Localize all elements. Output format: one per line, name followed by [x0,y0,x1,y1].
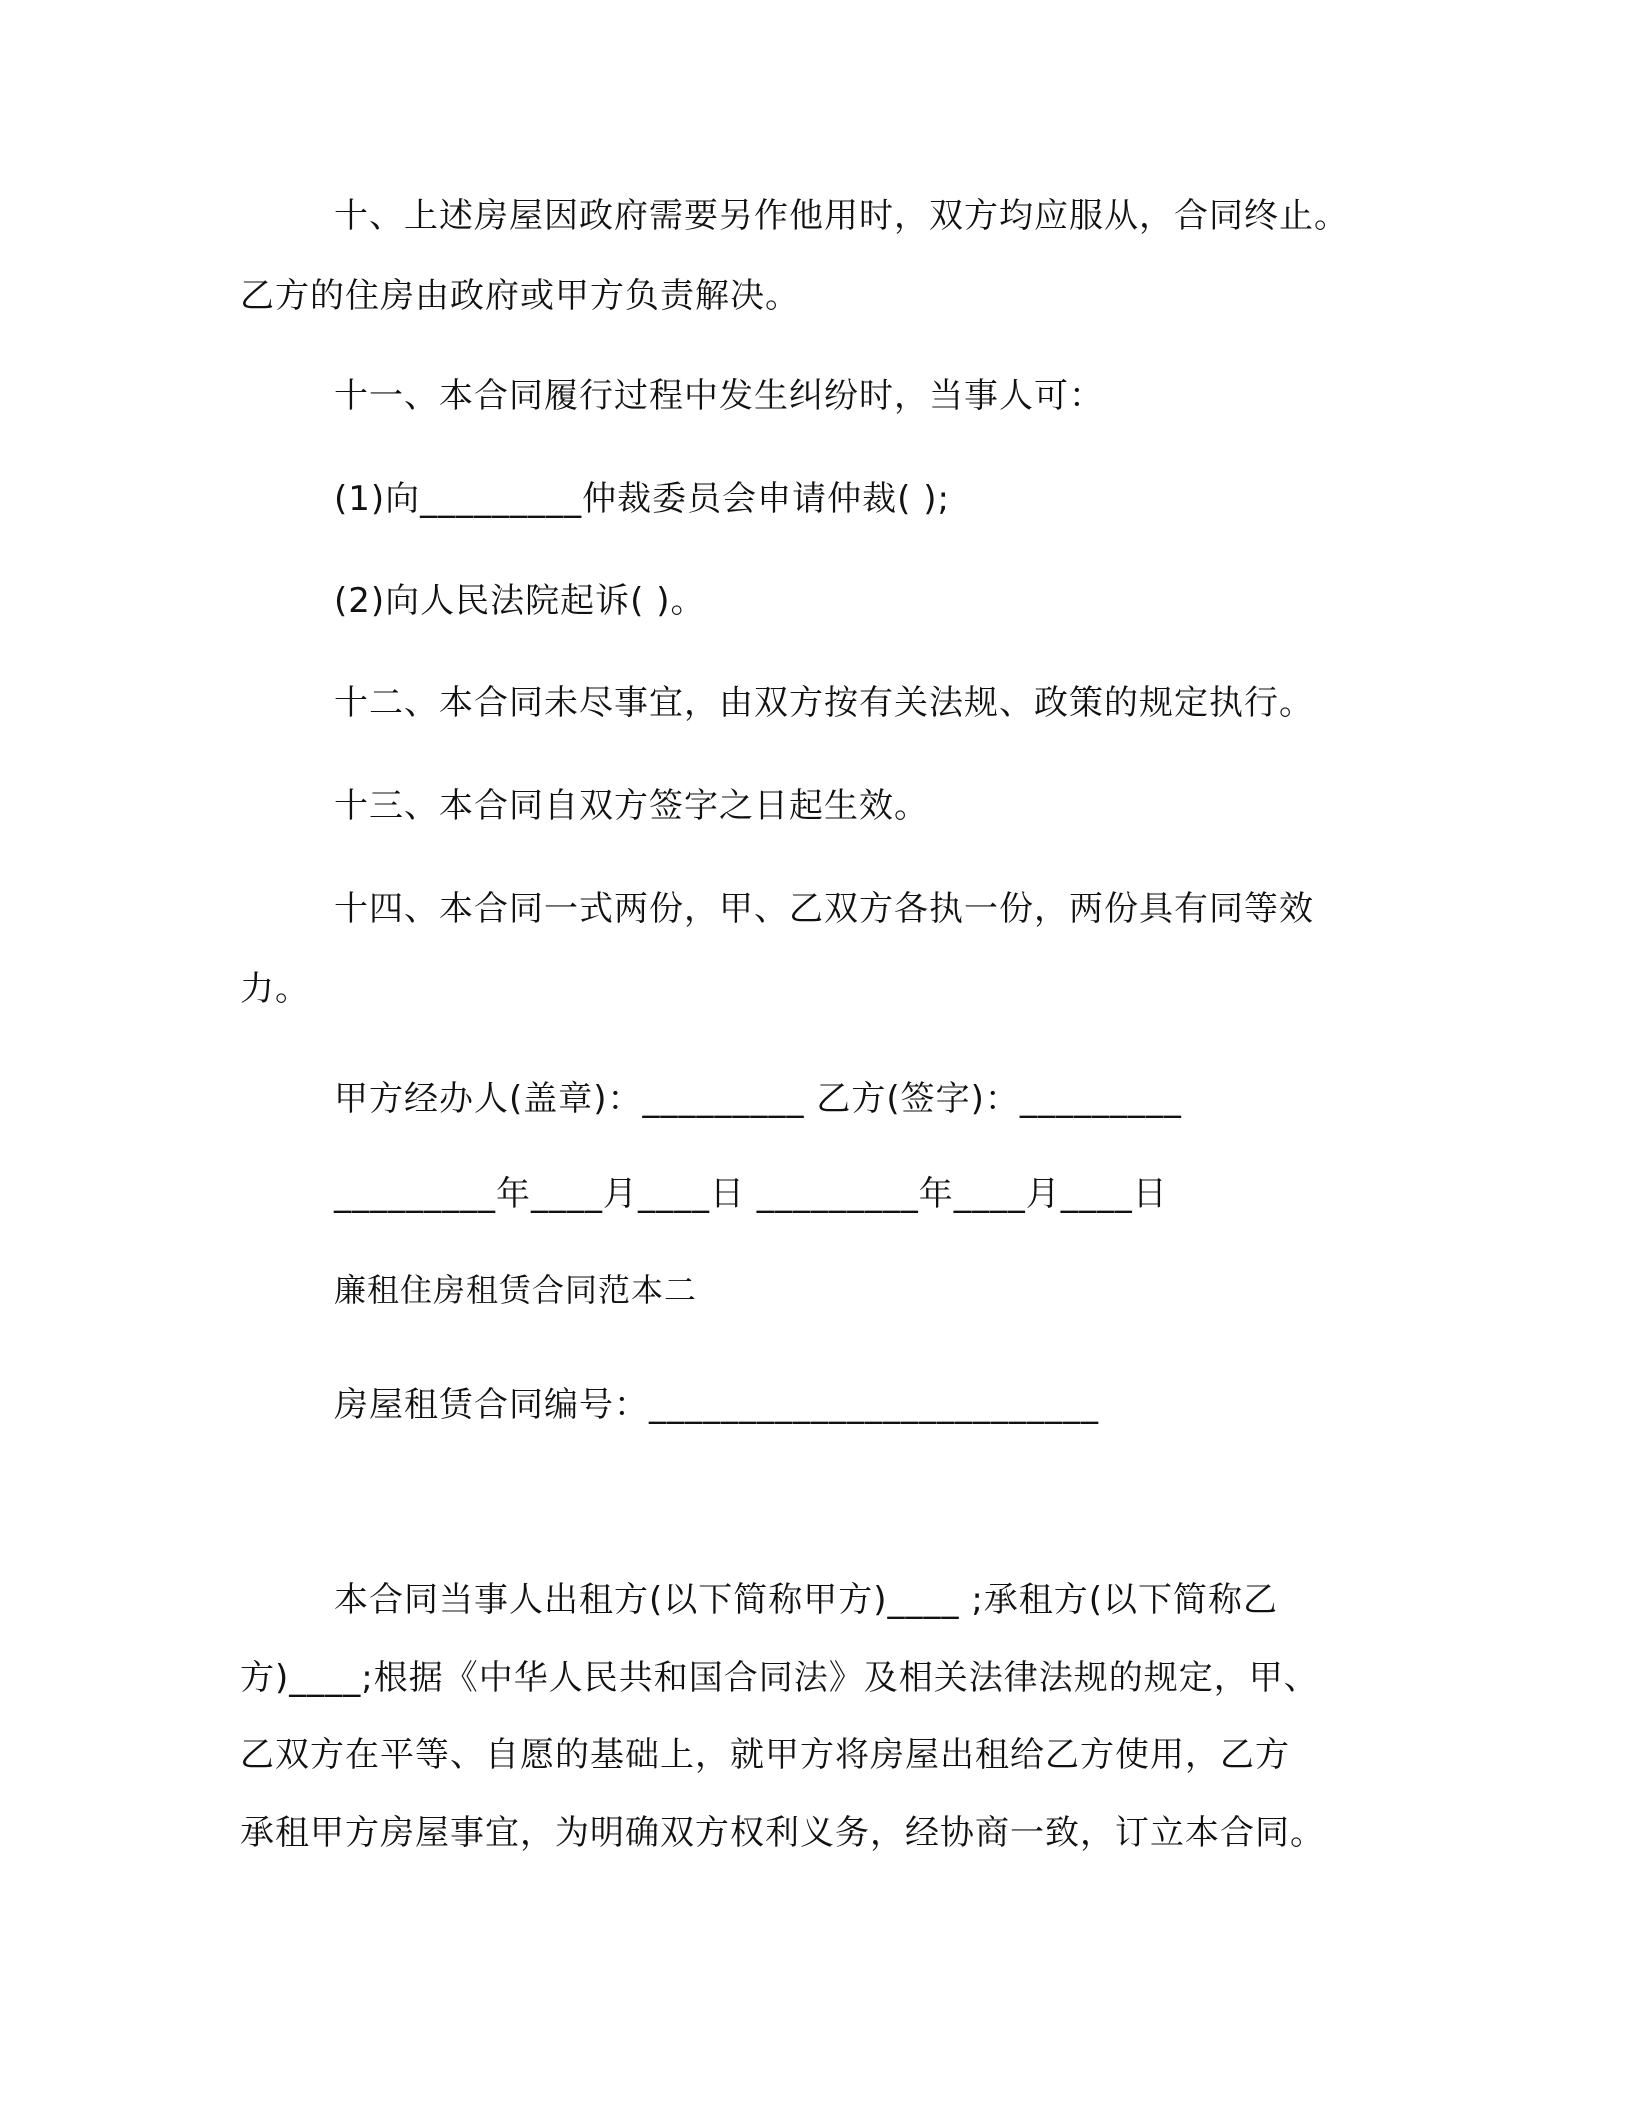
signature-line: 甲方经办人(盖章)：_________ 乙方(签字)：_________ [334,1079,1182,1119]
contract-number-line: 房屋租赁合同编号：_________________________ [334,1385,1099,1425]
clause-11-option-1: (1)向_________仲裁委员会申请仲裁( ); [334,479,950,519]
clause-10-line-2: 乙方的住房由政府或甲方负责解决。 [240,276,800,316]
preamble-line-3: 乙双方在平等、自愿的基础上，就甲方将房屋出租给乙方使用，乙方 [240,1735,1290,1775]
clause-11-option-2: (2)向人民法院起诉( )。 [334,581,706,621]
clause-10-line-1: 十、上述房屋因政府需要另作他用时，双方均应服从，合同终止。 [334,196,1349,236]
section-title: 廉租住房租赁合同范本二 [334,1271,698,1309]
clause-14-line-2: 力。 [240,969,310,1009]
clause-13-line: 十三、本合同自双方签字之日起生效。 [334,786,929,826]
date-line: _________年____月____日 _________年____月____日 [334,1174,1168,1214]
preamble-line-4: 承租甲方房屋事宜，为明确双方权利义务，经协商一致，订立本合同。 [240,1813,1325,1853]
clause-11-line: 十一、本合同履行过程中发生纠纷时，当事人可： [334,376,1104,416]
clause-12-line: 十二、本合同未尽事宜，由双方按有关法规、政策的规定执行。 [334,683,1314,723]
preamble-line-2: 方)____;根据《中华人民共和国合同法》及相关法律法规的规定，甲、 [240,1658,1319,1698]
preamble-line-1: 本合同当事人出租方(以下简称甲方)____ ;承租方(以下简称乙 [334,1580,1279,1620]
clause-14-line-1: 十四、本合同一式两份，甲、乙双方各执一份，两份具有同等效 [334,889,1314,929]
